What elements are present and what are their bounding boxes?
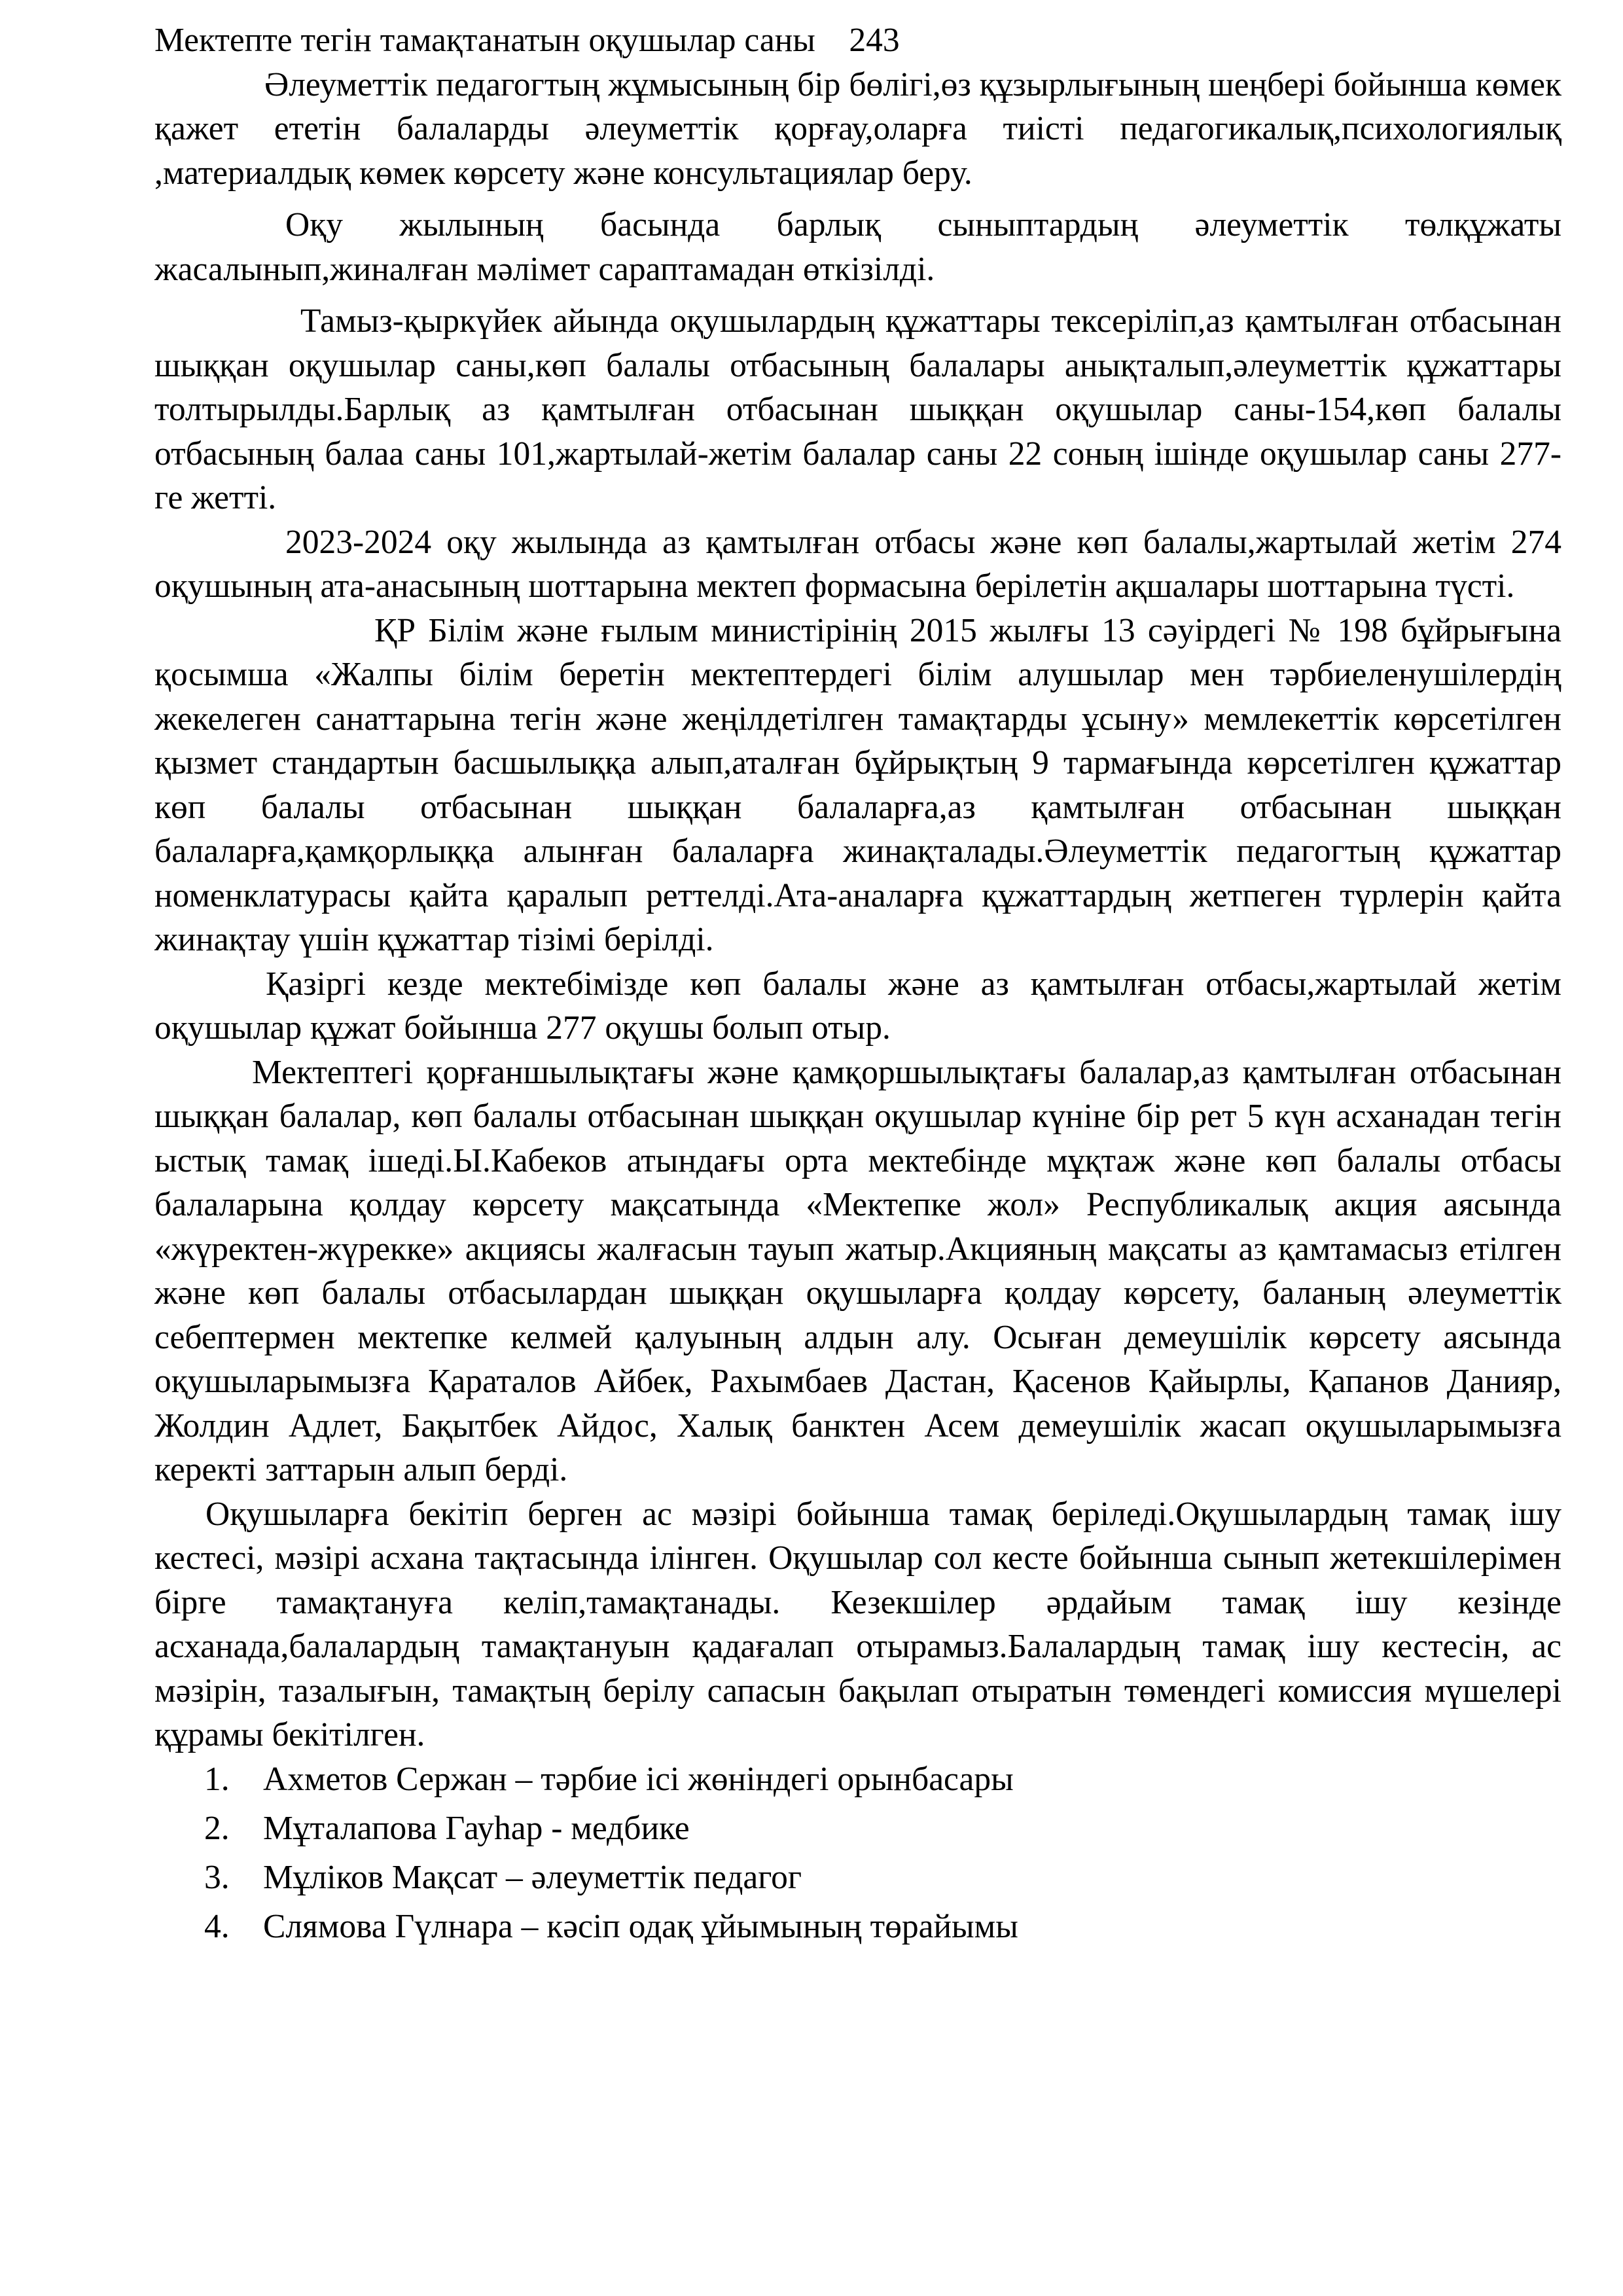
- list-item-number: 1.: [204, 1760, 230, 1798]
- list-item: [154, 1757, 1561, 1806]
- paragraph-ministry-order: ҚР Білім және ғылым министірінің 2015 жылғы 13 сәуірдегі № 198 бұйрығына қосымша «Жалпы білім беретін мектептердегі білім алушылар мен тәрбиеленушілердің жекелеген санаттарына тегін және жеңілдетілген тамақтарды ұсыну» мемлекеттік көрсетілген қызмет стандартын басшылыққа алып,аталған бұйрықтың 9 тармағында көрсетілген құжаттар көп балалы отбасынан шыққан балаларға,аз қамтылған отбасынан шыққан балаларға,қамқорлыққа алынған балаларға жинақталады.Әлеуметтік педагогтың құжаттар номенклатурасы қайта қаралып реттелді.Ата-аналарға құжаттардың жетпеген түрлерін қайта жинақтау үшін құжаттар тізімі берілді.: [154, 611, 1561, 958]
- document-page: [154, 18, 1561, 1954]
- paragraph-social-pedagog-role: Әлеуметтік педагогтың жұмысының бір бөлігі,өз құзырлығының шеңбері бойынша көмек қажет ететін балаларды әлеуметтік қорғау,оларға тиісті педагогикалық,психологиялық ,материалдық көмек көрсету және консультациялар беру.: [154, 65, 1561, 192]
- paragraph-social-passport: Оқу жылының басында барлық сыныптардың әлеуметтік төлқұжаты жасалынып,жиналған мәлімет сараптамадан өткізілді.: [154, 206, 1561, 288]
- list-item-number: 3.: [204, 1858, 230, 1896]
- paragraph-uniform-payments: 2023-2024 оқу жылында аз қамтылған отбасы және көп балалы,жартылай жетім 274 оқушының ата-анасының шоттарына мектеп формасына берілетін ақшалары шоттарына түсті.: [154, 523, 1561, 605]
- paragraph-document-check: Тамыз-қыркүйек айында оқушылардың құжаттары тексеріліп,аз қамтылған отбасынан шыққан оқушылар саны,көп балалы отбасының балалары анықталып,әлеуметтік құжаттары толтырылды.Барлық аз қамтылған отбасынан шыққан оқушылар саны-154,көп балалы отбасының балаа саны 101,жартылай-жетім балалар саны 22 соның ішінде оқушылар саны 277-ге жетті.: [154, 302, 1561, 516]
- meals-count-heading: Мектепте тегін тамақтанатын оқушылар саны 243: [154, 22, 900, 59]
- paragraph-meal-schedule: Оқушыларға бекітіп берген ас мәзірі бойынша тамақ беріледі.Оқушылардың тамақ ішу кестесі, мәзірі асхана тақтасында ілінген. Оқушылар сол кесте бойынша сынып жетекшілерімен бірге тамақтануға келіп,тамақтанады. Кезекшілер әрдайым тамақ ішу кезінде асханада,балалардың тамақтануын қадағалап отырамыз.Балалардың тамақ ішу кестесін, ас мәзірін, тазалығын, тамақтың берілу сапасын бақылап отыратын төмендегі комиссия мүшелері құрамы бекітілген.: [154, 1495, 1561, 1753]
- list-item-text: Мұліков Мақсат – әлеуметтік педагог: [263, 1858, 802, 1896]
- list-item-number: 2.: [204, 1809, 230, 1847]
- list-item-text: Ахметов Сержан – тәрбие ісі жөніндегі орынбасары: [263, 1760, 1014, 1798]
- list-item-text: Мұталапова Гауһар - медбике: [263, 1809, 690, 1847]
- commission-member-list: [154, 1757, 1561, 1954]
- paragraph-current-count: Қазіргі кезде мектебімізде көп балалы және аз қамтылған отбасы,жартылай жетім оқушылар құжат бойынша 277 оқушы болып отыр.: [154, 965, 1561, 1047]
- list-item: [154, 1806, 1561, 1856]
- list-item-number: 4.: [204, 1907, 230, 1945]
- list-item-text: Слямова Гүлнара – кәсіп одақ ұйымының төрайымы: [263, 1907, 1018, 1945]
- list-item: [154, 1856, 1561, 1905]
- paragraph-free-meals-sponsors: Мектептегі қорғаншылықтағы және қамқоршылықтағы балалар,аз қамтылған отбасынан шыққан балалар, көп балалы отбасынан шыққан оқушылар күніне бір рет 5 күн асханадан тегін ыстық тамақ ішеді.Ы.Кабеков атындағы орта мектебінде мұқтаж және көп балалы отбасы балаларына қолдау көрсету мақсатында «Мектепке жол» Республикалық акция аясында «жүректен-жүрекке» акциясы жалғасын тауып жатыр.Акцияның мақсаты аз қамтамасыз етілген және көп балалы отбасылардан шыққан оқушыларға қолдау көрсету, баланың әлеуметтік себептермен мектепке келмей қалуының алдын алу. Осыған демеушілік көрсету аясында оқушыларымызға Қараталов Айбек, Рахымбаев Дастан, Қасенов Қайырлы, Қапанов Данияр, Жолдин Адлет, Бақытбек Айдос, Халық банктен Асем демеушілік жасап оқушыларымызға керекті заттарын алып берді.: [154, 1053, 1561, 1488]
- list-item: [154, 1905, 1561, 1954]
